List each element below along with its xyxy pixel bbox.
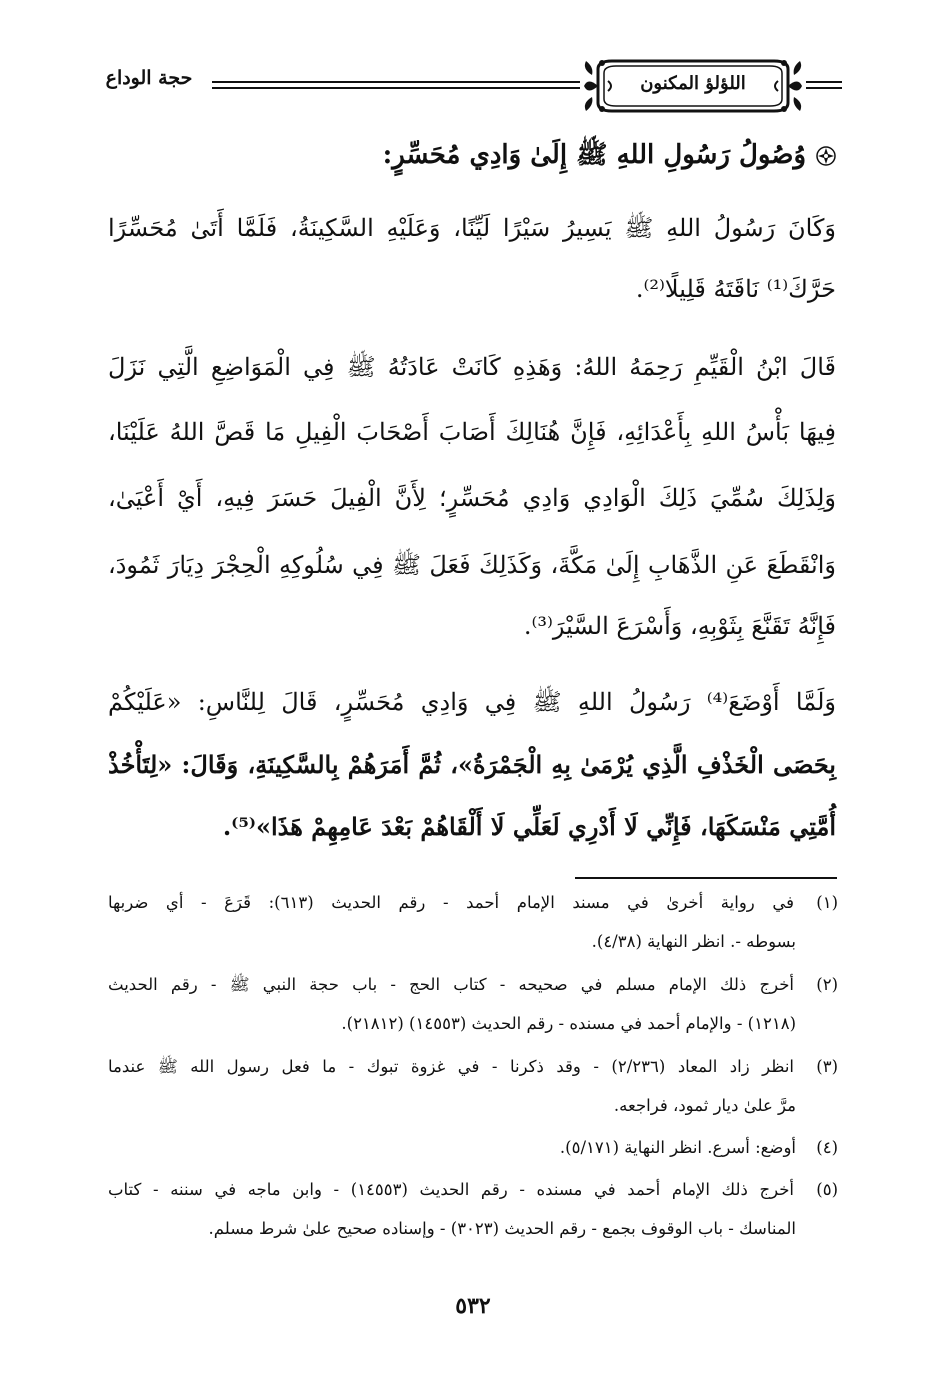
footnote-separator bbox=[575, 877, 837, 879]
footnote-line: أخرج ذلك الإمام مسلم في صحيحه - كتاب الحج - باب حجة النبي ﷺ - رقم الحديث bbox=[108, 975, 794, 994]
body-line: وَكَانَ رَسُولُ اللهِ ﷺ يَسِيرُ سَيْرًا لَيِّنًا، وَعَلَيْهِ السَّكِينَةُ، فَلَمَّا أَتَىٰ مُحَسِّرًا bbox=[108, 214, 836, 242]
footnote-number: (٤) bbox=[816, 1138, 838, 1157]
running-header bbox=[90, 55, 842, 127]
footnote-line: مرَّ علىٰ ديار ثمود، فراجعه. bbox=[613, 1096, 796, 1115]
body-line: بِحَصَى الْخَذْفِ الَّذِي يُرْمَىٰ بِهِ الْجَمْرَةُ»، ثُمَّ أَمَرَهُمْ بِالسَّكِينَةِ، وَقَالَ: «لِتَأْخُذْ bbox=[108, 750, 836, 779]
body-line: أُمَّتِي مَنْسَكَهَا، فَإِنِّي لَا أَدْرِي لَعَلِّي لَا أَلْقَاهُمْ بَعْدَ عَامِهِمْ هَذَا»⁽⁵⁾. bbox=[222, 812, 836, 841]
flower-bullet-icon bbox=[816, 146, 836, 166]
body-line: وَلِذَلِكَ سُمِّيَ ذَلِكَ الْوَادِي وَادِي مُحَسِّرٍ؛ لِأَنَّ الْفِيلَ حَسَرَ فِيهِ، أَيْ أَعْيَىٰ، bbox=[108, 484, 836, 512]
footnote-line: أوضع: أسرع. انظر النهاية (٥/١٧١). bbox=[559, 1138, 796, 1157]
footnote-line: (١٢١٨) - والإمام أحمد في مسنده - رقم الحديث (١٤٥٥٣) (٢١٨١٢). bbox=[341, 1014, 796, 1033]
section-heading bbox=[383, 138, 836, 176]
book-title: اللؤلؤ المكنون bbox=[640, 73, 746, 94]
footnote-line: أخرج ذلك الإمام أحمد في مسنده - رقم الحديث (١٤٥٥٣) - وابن ماجه في سننه - كتاب bbox=[108, 1180, 794, 1199]
body-line: قَالَ ابْنُ الْقَيِّمِ رَحِمَهُ اللهُ: وَهَذِهِ كَانَتْ عَادَتُهُ ﷺ فِي الْمَوَاضِعِ الَّتِي نَزَلَ bbox=[108, 353, 836, 381]
body-line: فِيهَا بَأْسُ اللهِ بِأَعْدَائِهِ، فَإِنَّ هُنَالِكَ أَصَابَ أَصْحَابَ الْفِيلِ مَا قَصَّ اللهُ عَلَيْنَا، bbox=[108, 418, 836, 446]
page-number: ٥٣٢ bbox=[455, 1293, 491, 1319]
section-heading-text: وُصُولُ رَسُولِ اللهِ ﷺ إِلَىٰ وَادِي مُحَسِّرٍ: bbox=[382, 140, 806, 170]
footnote-line: المناسك - باب الوقوف بجمع - رقم الحديث (٣٠٢٣) - وإسناده صحيح علىٰ شرط مسلم. bbox=[208, 1219, 796, 1238]
footnote-line: بسوطه -. انظر النهاية (٤/٣٨). bbox=[591, 932, 796, 951]
footnote-number: (٢) bbox=[816, 975, 838, 994]
body-line: وَانْقَطَعَ عَنِ الذَّهَابِ إِلَىٰ مَكَّةَ، وَكَذَلِكَ فَعَلَ ﷺ فِي سُلُوكِهِ الْحِجْرَ دِيَارَ ثَمُودَ، bbox=[108, 551, 836, 579]
footnote-number: (٣) bbox=[816, 1057, 838, 1076]
footnote-line: انظر زاد المعاد (٢/٢٣٦) - وقد ذكرنا - في غزوة تبوك - ما فعل رسول الله ﷺ عندما bbox=[108, 1057, 794, 1076]
body-line: فَإِنَّهُ تَقَنَّعَ بِثَوْبِهِ، وَأَسْرَعَ السَّيْرَ⁽³⁾. bbox=[523, 612, 836, 640]
header-rule-right bbox=[806, 81, 842, 89]
header-rule-left bbox=[212, 81, 580, 89]
body-line: حَرَّكَ⁽¹⁾ نَاقَتَهُ قَلِيلًا⁽²⁾. bbox=[635, 275, 836, 303]
footnote-number: (١) bbox=[816, 893, 838, 912]
book-title-emblem bbox=[582, 55, 804, 117]
footnote-number: (٥) bbox=[816, 1180, 838, 1199]
footnote-line: في رواية أخرىٰ في مسند الإمام أحمد - رقم الحديث (٦١٣): قَرَعَ - أي ضربها bbox=[108, 893, 794, 912]
body-line: وَلَمَّا أَوْضَعَ⁽⁴⁾ رَسُولُ اللهِ ﷺ فِي وَادِي مُحَسِّرٍ، قَالَ لِلنَّاسِ: «عَلَيْكُمْ bbox=[108, 688, 836, 716]
chapter-title: حجة الوداع bbox=[105, 67, 193, 89]
